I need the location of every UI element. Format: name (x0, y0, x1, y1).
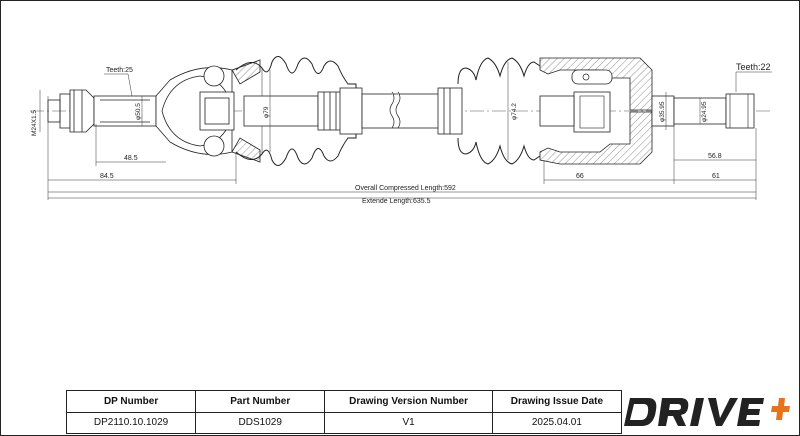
header-part-number: Part Number (196, 391, 325, 413)
header-drawing-version: Drawing Version Number (325, 391, 493, 413)
teeth-left-label: Teeth:25 (106, 67, 133, 74)
header-issue-date: Drawing Issue Date (492, 391, 621, 413)
header-dp-number: DP Number (67, 391, 196, 413)
plus-icon (771, 398, 790, 420)
title-block (66, 390, 622, 434)
value-drawing-version: V1 (325, 412, 493, 434)
length-56-8-label: 56.8 (708, 153, 722, 160)
value-issue-date: 2025.04.01 (492, 412, 621, 434)
thread-label: M24X1.5 (31, 109, 38, 136)
teeth-right-label: Teeth:22 (736, 62, 771, 72)
diameter-79-label: φ79 (263, 106, 270, 118)
diameter-35-95-label: φ35.95 (659, 101, 666, 122)
dimension-lines (40, 62, 772, 200)
length-66-label: 66 (576, 173, 584, 180)
intermediate-shaft (244, 88, 462, 134)
length-84-5-label: 84.5 (100, 173, 114, 180)
diameter-50-5-label: φ50.5 (135, 103, 142, 120)
value-part-number: DDS1029 (196, 412, 325, 434)
diameter-74-2-label: φ74.2 (511, 103, 518, 120)
diameter-24-95-label: φ24.95 (701, 101, 708, 122)
value-dp-number: DP2110.10.1029 (67, 412, 196, 434)
drive-plus-logo (624, 392, 794, 432)
length-48-5-label: 48.5 (124, 155, 138, 162)
extended-length-label: Extende Length:635.5 (362, 198, 431, 205)
overall-length-label: Overall Compressed Length:592 (355, 185, 456, 192)
length-61-label: 61 (712, 173, 720, 180)
